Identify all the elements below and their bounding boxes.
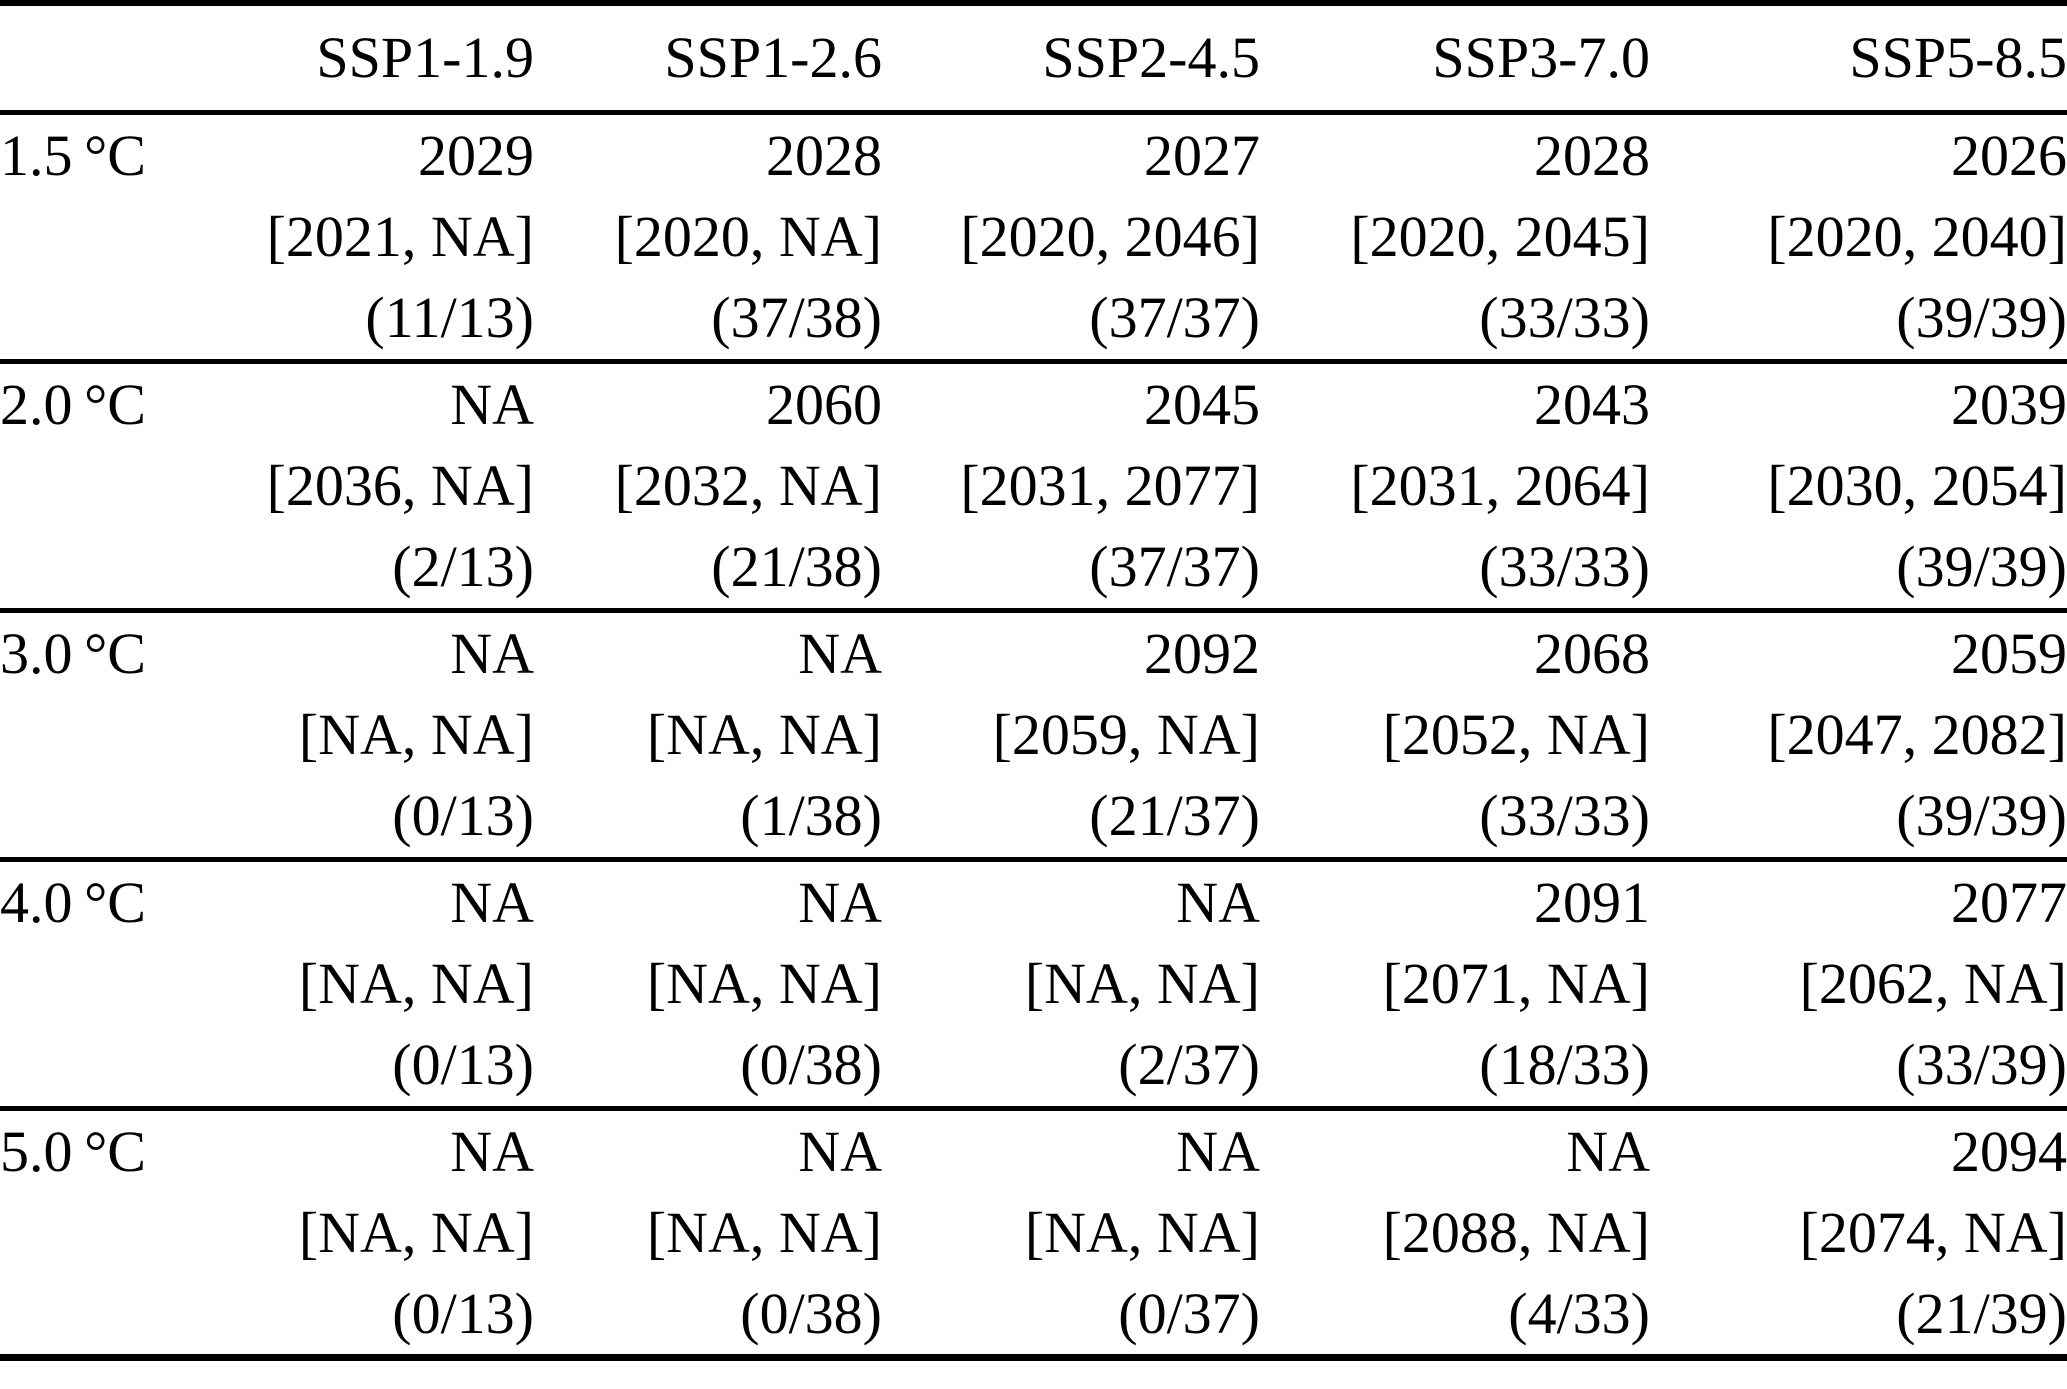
cell-count: (4/33) xyxy=(1508,1280,1650,1346)
table-row-3-0c xyxy=(0,610,2067,859)
cell-range: [NA, NA] xyxy=(1024,1199,1260,1265)
data-cell xyxy=(882,610,1260,859)
data-cell xyxy=(882,859,1260,1108)
data-cell xyxy=(534,361,882,610)
cell-range: [NA, NA] xyxy=(298,950,534,1016)
data-cell xyxy=(534,112,882,361)
data-cell xyxy=(1650,361,2067,610)
cell-year: 2068 xyxy=(1534,620,1650,686)
cell-count: (33/33) xyxy=(1479,284,1650,350)
cell-range: [2036, NA] xyxy=(266,452,534,518)
cell-year: 2060 xyxy=(766,371,882,437)
cell-count: (37/37) xyxy=(1089,533,1260,599)
data-cell xyxy=(250,112,534,361)
cell-range: [2052, NA] xyxy=(1382,701,1650,767)
cell-year: 2045 xyxy=(1144,371,1260,437)
cell-count: (21/39) xyxy=(1896,1280,2067,1346)
cell-year: 2027 xyxy=(1144,122,1260,188)
cell-year: NA xyxy=(450,869,534,935)
cell-range: [2021, NA] xyxy=(266,203,534,269)
cell-year: 2028 xyxy=(1534,122,1650,188)
cell-year: 2059 xyxy=(1951,620,2067,686)
cell-count: (39/39) xyxy=(1896,533,2067,599)
data-cell xyxy=(882,112,1260,361)
cell-count: (18/33) xyxy=(1479,1031,1650,1097)
cell-count: (37/38) xyxy=(711,284,882,350)
cell-range: [2047, 2082] xyxy=(1767,701,2067,767)
cell-count: (2/13) xyxy=(392,533,534,599)
cell-count: (0/13) xyxy=(392,1031,534,1097)
cell-count: (0/13) xyxy=(392,1280,534,1346)
cell-count: (0/37) xyxy=(1118,1280,1260,1346)
table-row-5-0c xyxy=(0,1108,2067,1357)
column-header-ssp1-19: SSP1-1.9 xyxy=(250,3,534,112)
cell-range: [2074, NA] xyxy=(1799,1199,2067,1265)
cell-range: [2020, 2045] xyxy=(1350,203,1650,269)
cell-count: (0/38) xyxy=(740,1031,882,1097)
column-header-ssp2-45: SSP2-4.5 xyxy=(882,3,1260,112)
corner-cell xyxy=(0,3,250,112)
data-cell xyxy=(882,1108,1260,1357)
cell-range: [NA, NA] xyxy=(298,701,534,767)
cell-count: (39/39) xyxy=(1896,782,2067,848)
cell-range: [2031, 2064] xyxy=(1350,452,1650,518)
data-cell xyxy=(1260,610,1650,859)
cell-year: NA xyxy=(450,1118,534,1184)
cell-count: (33/33) xyxy=(1479,533,1650,599)
data-cell xyxy=(882,361,1260,610)
cell-count: (11/13) xyxy=(365,284,534,350)
cell-year: 2028 xyxy=(766,122,882,188)
cell-year: 2091 xyxy=(1534,869,1650,935)
cell-range: [2030, 2054] xyxy=(1767,452,2067,518)
cell-year: 2026 xyxy=(1951,122,2067,188)
cell-year: 2092 xyxy=(1144,620,1260,686)
cell-count: (39/39) xyxy=(1896,284,2067,350)
table-row-4-0c xyxy=(0,859,2067,1108)
cell-year: NA xyxy=(1176,869,1260,935)
row-label: 5.0 °C xyxy=(0,1118,146,1184)
cell-count: (1/38) xyxy=(740,782,882,848)
cell-range: [NA, NA] xyxy=(646,1199,882,1265)
header-row xyxy=(0,3,2067,112)
cell-range: [2020, 2040] xyxy=(1767,203,2067,269)
data-cell xyxy=(534,1108,882,1357)
data-cell xyxy=(1650,112,2067,361)
data-cell xyxy=(250,361,534,610)
cell-range: [2059, NA] xyxy=(992,701,1260,767)
cell-range: [2071, NA] xyxy=(1382,950,1650,1016)
cell-range: [NA, NA] xyxy=(646,701,882,767)
cell-year: NA xyxy=(798,1118,882,1184)
cell-count: (0/13) xyxy=(392,782,534,848)
cell-count: (37/37) xyxy=(1089,284,1260,350)
cell-range: [2031, 2077] xyxy=(960,452,1260,518)
data-cell xyxy=(1260,112,1650,361)
cell-range: [2020, NA] xyxy=(614,203,882,269)
cell-year: NA xyxy=(450,371,534,437)
data-cell xyxy=(250,1108,534,1357)
cell-count: (0/38) xyxy=(740,1280,882,1346)
cell-year: NA xyxy=(798,869,882,935)
column-header-ssp3-70: SSP3-7.0 xyxy=(1260,3,1650,112)
column-header-ssp5-85: SSP5-8.5 xyxy=(1650,3,2067,112)
data-cell xyxy=(1650,610,2067,859)
table-row-1-5c xyxy=(0,112,2067,361)
cell-range: [2088, NA] xyxy=(1382,1199,1650,1265)
cell-range: [2020, 2046] xyxy=(960,203,1260,269)
data-cell xyxy=(1260,859,1650,1108)
cell-range: [NA, NA] xyxy=(298,1199,534,1265)
cell-range: [NA, NA] xyxy=(646,950,882,1016)
data-cell xyxy=(534,859,882,1108)
row-label: 4.0 °C xyxy=(0,869,146,935)
cell-year: 2043 xyxy=(1534,371,1650,437)
cell-year: NA xyxy=(798,620,882,686)
row-label: 3.0 °C xyxy=(0,620,146,686)
cell-year: 2077 xyxy=(1951,869,2067,935)
cell-range: [2062, NA] xyxy=(1799,950,2067,1016)
data-cell xyxy=(1260,1108,1650,1357)
column-header-ssp1-26: SSP1-2.6 xyxy=(534,3,882,112)
data-cell xyxy=(1260,361,1650,610)
cell-year: 2039 xyxy=(1951,371,2067,437)
row-label: 2.0 °C xyxy=(0,371,146,437)
cell-year: NA xyxy=(1176,1118,1260,1184)
cell-year: 2029 xyxy=(418,122,534,188)
table-row-2-0c xyxy=(0,361,2067,610)
cell-year: NA xyxy=(450,620,534,686)
cell-range: [NA, NA] xyxy=(1024,950,1260,1016)
cell-count: (21/38) xyxy=(711,533,882,599)
cell-count: (21/37) xyxy=(1089,782,1260,848)
cell-count: (2/37) xyxy=(1118,1031,1260,1097)
cell-range: [2032, NA] xyxy=(614,452,882,518)
data-cell xyxy=(1650,1108,2067,1357)
row-label: 1.5 °C xyxy=(0,122,146,188)
data-cell xyxy=(1650,859,2067,1108)
cell-count: (33/39) xyxy=(1896,1031,2067,1097)
cell-count: (33/33) xyxy=(1479,782,1650,848)
data-cell xyxy=(534,610,882,859)
cell-year: 2094 xyxy=(1951,1118,2067,1184)
cell-year: NA xyxy=(1566,1118,1650,1184)
data-cell xyxy=(250,610,534,859)
data-cell xyxy=(250,859,534,1108)
